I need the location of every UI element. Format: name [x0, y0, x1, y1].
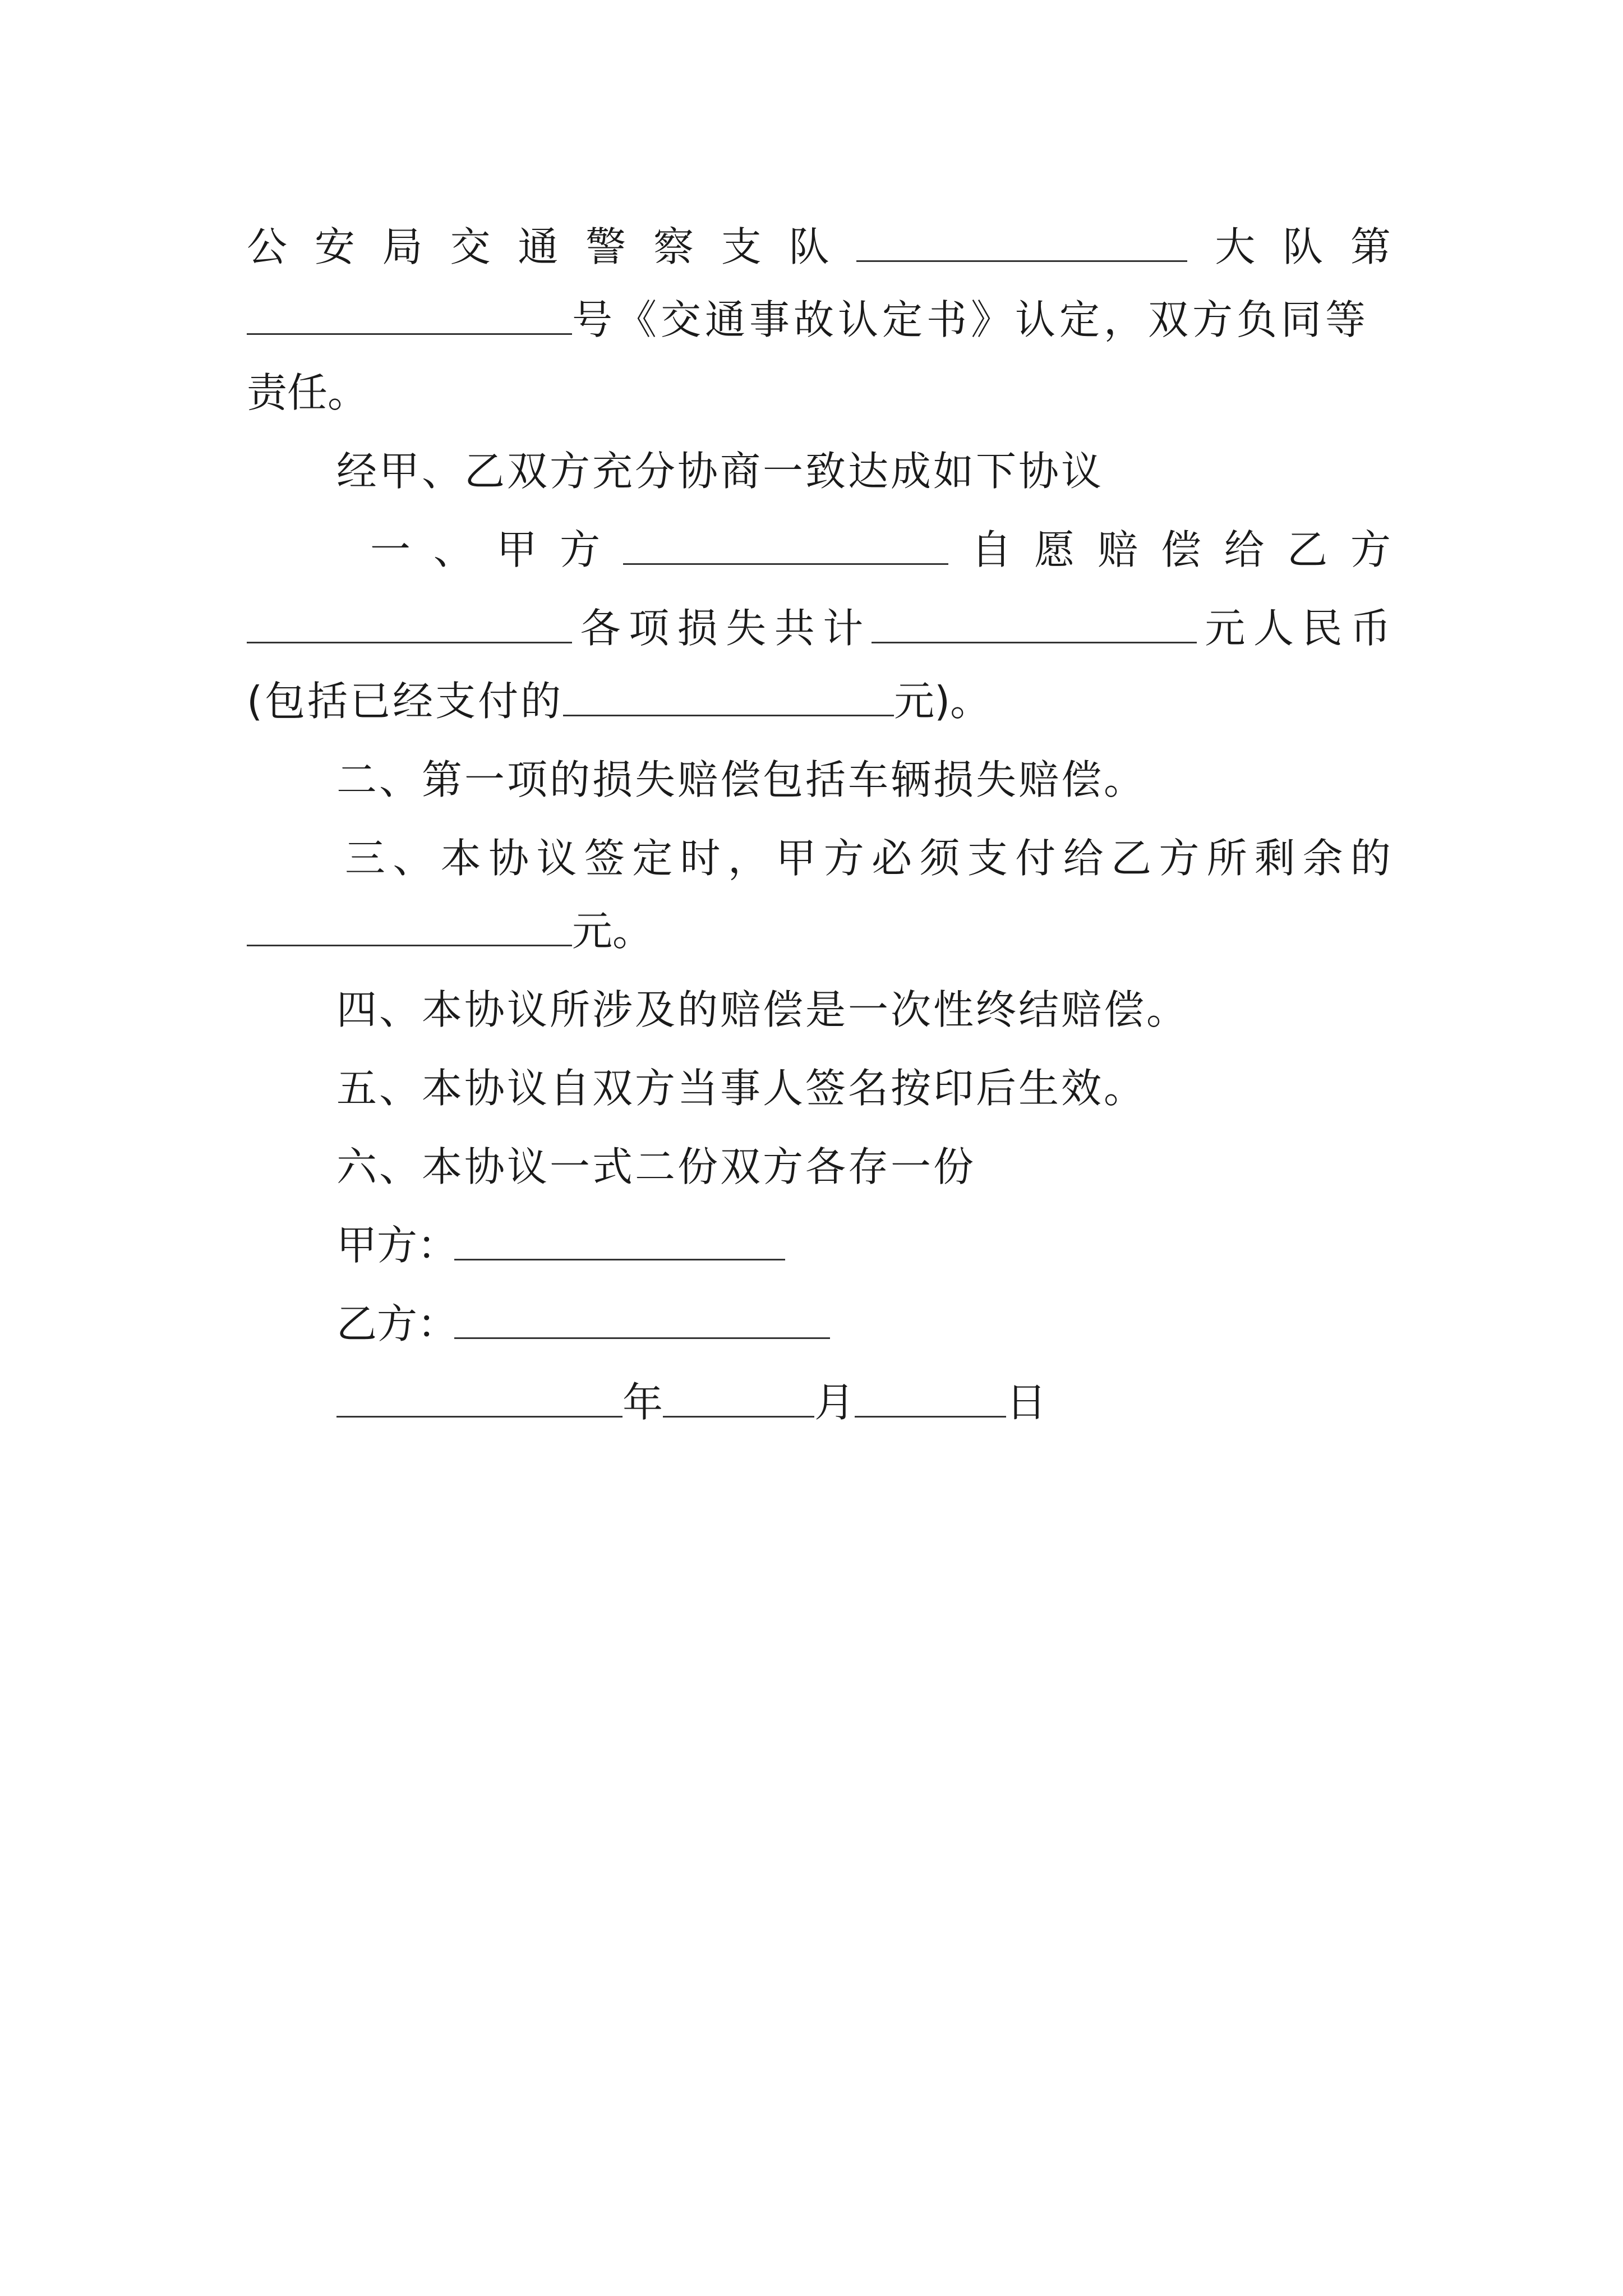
char: 剩 [1255, 835, 1295, 882]
char: 付 [1015, 835, 1056, 882]
line-text: 元。 [572, 908, 653, 955]
char: 方 [560, 526, 601, 573]
char: 计 [823, 605, 864, 652]
char: 余 [1302, 835, 1343, 882]
clause-3-line-2 [247, 898, 1391, 965]
char: 失 [726, 605, 767, 652]
signature-party-a [336, 1212, 1391, 1279]
char: 所 [1206, 835, 1247, 882]
char: 方 [1159, 835, 1200, 882]
char: 甲 [776, 835, 817, 882]
char: 、 [433, 526, 474, 573]
char: 一 [370, 526, 411, 573]
char: 本 [440, 835, 481, 882]
fill-in-blank-day[interactable] [855, 1415, 1006, 1418]
char: 警 [585, 223, 626, 270]
signature-date [336, 1369, 1391, 1436]
char: 第 [1350, 223, 1391, 270]
char: 给 [1224, 526, 1265, 573]
char: 安 [314, 223, 355, 270]
clause-1-line-2 [247, 595, 1391, 662]
line-text: 经甲、乙双方充分协商一致达成如下协议 [336, 448, 1104, 495]
char: 定 [632, 835, 673, 882]
char: 大 [1215, 223, 1256, 270]
agreement-heading [336, 438, 1391, 505]
char: 、 [393, 835, 434, 882]
char: 通 [518, 223, 559, 270]
clause-3-line-1 [345, 825, 1391, 892]
line-text: 四、本协议所涉及的赔偿是一次性终结赔偿。 [336, 986, 1189, 1033]
char: 队 [1283, 223, 1324, 270]
fill-in-blank-total-amount[interactable] [872, 641, 1197, 643]
signature-party-b [336, 1290, 1391, 1358]
party-b-label: 乙方： [336, 1300, 458, 1347]
line-text: 号《交通事故认定书》认定，双方负同等 [572, 296, 1370, 343]
clause-1-line-3 [247, 668, 1391, 735]
party-a-label: 甲方： [336, 1222, 458, 1269]
char: 甲 [496, 526, 537, 573]
month-label: 月 [814, 1379, 855, 1426]
char: 必 [872, 835, 912, 882]
line-text: (包括已经支付的 [247, 678, 564, 725]
char: 愿 [1034, 526, 1075, 573]
char: 交 [450, 223, 491, 270]
line-text: 二、第一项的损失赔偿包括车辆损失赔偿。 [336, 756, 1147, 803]
clause-5 [336, 1055, 1391, 1122]
char: 乙 [1111, 835, 1152, 882]
clause-2 [336, 746, 1391, 813]
year-label: 年 [623, 1379, 663, 1426]
char: 偿 [1160, 526, 1201, 573]
char: 元 [1205, 605, 1246, 652]
char: 人 [1253, 605, 1294, 652]
clause-intro-line-2 [247, 286, 1391, 353]
char: 支 [721, 223, 762, 270]
clause-intro-line-3 [247, 359, 1391, 426]
char: 乙 [1287, 526, 1328, 573]
line-text: 责任。 [247, 369, 368, 416]
line-text: 元)。 [894, 678, 991, 725]
char: 自 [971, 526, 1012, 573]
line-text: 六、本协议一式二份双方各存一份 [336, 1143, 976, 1190]
clause-intro-line-1 [247, 213, 1391, 280]
char: 的 [1350, 835, 1391, 882]
char: 三 [345, 835, 386, 882]
fill-in-blank-month[interactable] [663, 1415, 814, 1418]
char: ， [728, 835, 769, 882]
clause-6 [336, 1133, 1391, 1200]
fill-in-blank-paid-amount[interactable] [563, 714, 894, 716]
char: 币 [1350, 605, 1391, 652]
char: 项 [629, 605, 670, 652]
fill-in-blank-party-b-signature[interactable] [454, 1337, 830, 1339]
fill-in-blank-report-number[interactable] [247, 333, 572, 335]
char: 支 [967, 835, 1008, 882]
char: 方 [823, 835, 864, 882]
char: 局 [382, 223, 423, 270]
char: 民 [1302, 605, 1343, 652]
char: 给 [1063, 835, 1104, 882]
fill-in-blank-brigade[interactable] [856, 260, 1187, 262]
char: 时 [680, 835, 721, 882]
char: 公 [247, 223, 288, 270]
char: 各 [580, 605, 621, 652]
char: 损 [677, 605, 718, 652]
char: 须 [919, 835, 960, 882]
fill-in-blank-year[interactable] [336, 1415, 623, 1418]
char: 队 [789, 223, 829, 270]
day-label: 日 [1006, 1379, 1047, 1426]
line-text: 五、本协议自双方当事人签名按印后生效。 [336, 1065, 1147, 1112]
char: 签 [584, 835, 625, 882]
clause-4 [336, 976, 1391, 1043]
clause-1-line-1 [370, 516, 1391, 583]
char: 方 [1350, 526, 1391, 573]
char: 共 [774, 605, 815, 652]
char: 议 [536, 835, 577, 882]
char: 察 [653, 223, 694, 270]
char: 协 [488, 835, 529, 882]
fill-in-blank-party-a-signature[interactable] [454, 1258, 785, 1260]
fill-in-blank-party-a[interactable] [623, 563, 948, 565]
fill-in-blank-remaining-amount[interactable] [247, 944, 572, 946]
char: 赔 [1098, 526, 1138, 573]
fill-in-blank-party-b[interactable] [247, 641, 572, 643]
